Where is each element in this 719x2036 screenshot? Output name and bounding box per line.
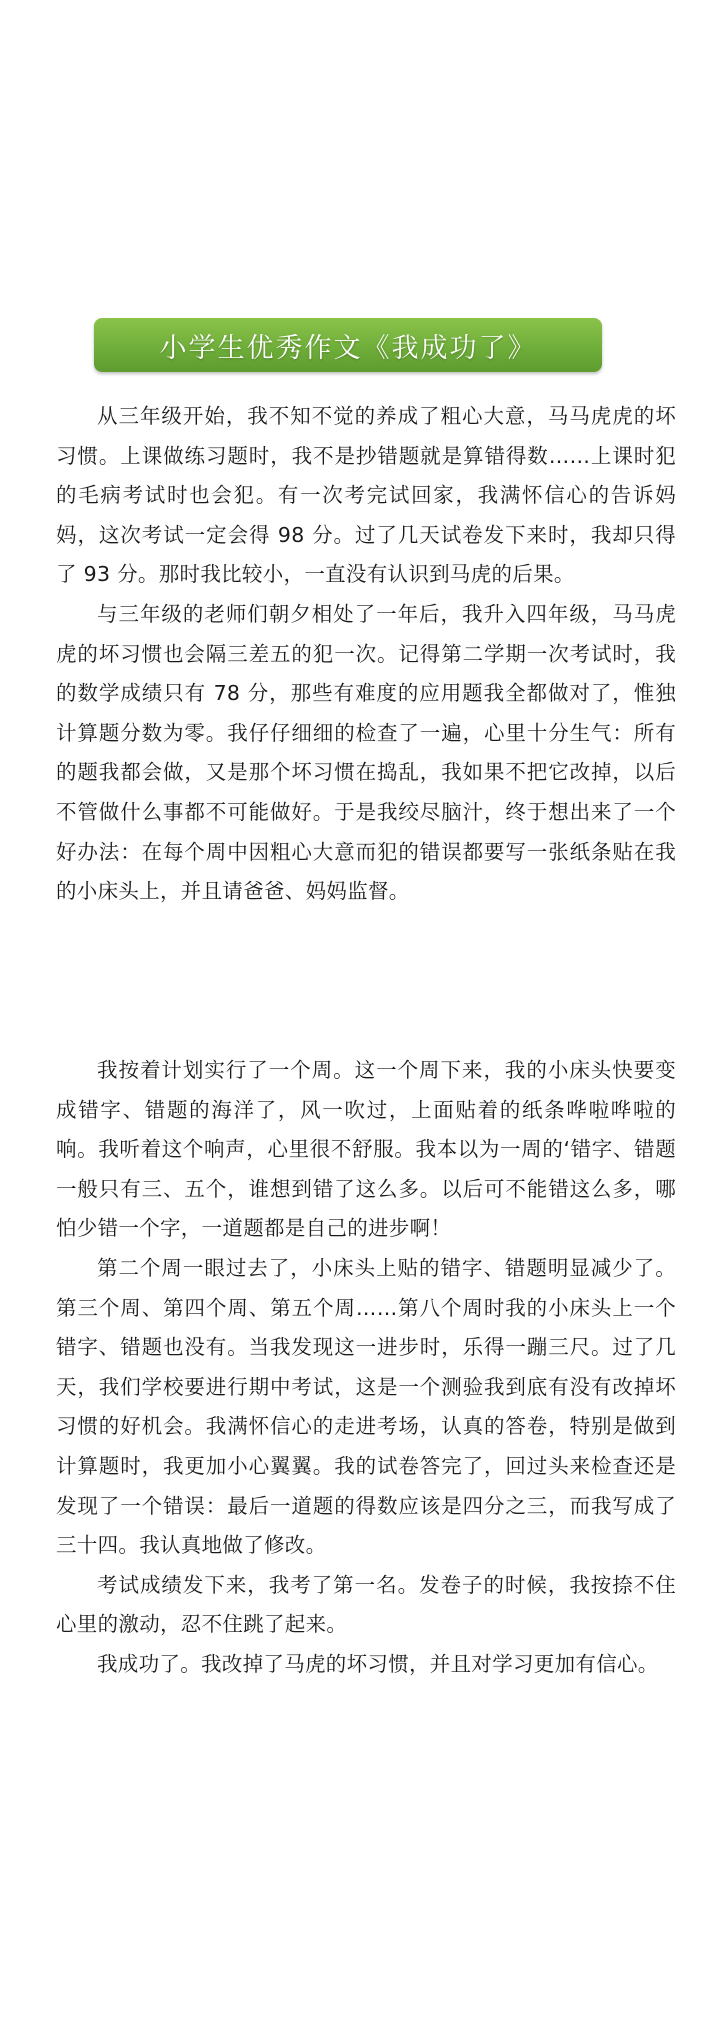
essay-paragraph-5: 考试成绩发下来，我考了第一名。发卷子的时候，我按捺不住心里的激动，忍不住跳了起来。: [56, 1572, 676, 1637]
essay-paragraph-2: 与三年级的老师们朝夕相处了一年后，我升入四年级，马马虎虎的坏习惯也会隔三差五的犯一次。记得第二学期一次考试时，我的数学成绩只有 78 分，那些有难度的应用题我全都做对了，惟独计算题分数为零。我仔仔细细的检查了一遍，心里十分生气：所有的题我都会做，又是那个坏习惯在捣乱，我如果不把它改掉，以后不管做什么事都不可能做好。于是我绞尽脑汁，终于想出来了一个好办法：在每个周中因粗心大意而犯的错误都要写一张纸条贴在我的小床头上，并且请爸爸、妈妈监督。: [56, 601, 676, 904]
essay-section-2: [56, 1051, 676, 1685]
essay-paragraph-1: 从三年级开始，我不知不觉的养成了粗心大意，马马虎虎的坏习惯。上课做练习题时，我不是抄错题就是算错得数……上课时犯的毛病考试时也会犯。有一次考完试回家，我满怀信心的告诉妈妈，这次考试一定会得 98 分。过了几天试卷发下来时，我却只得了 93 分。那时我比较小，一直没有认识到马虎的后果。: [56, 404, 676, 587]
essay-paragraph-4: 第二个周一眼过去了，小床头上贴的错字、错题明显减少了。第三个周、第四个周、第五个周……第八个周时我的小床头上一个错字、错题也没有。当我发现这一进步时，乐得一蹦三尺。过了几天，我们学校要进行期中考试，这是一个测验我到底有没有改掉坏习惯的好机会。我满怀信心的走进考场，认真的答卷，特别是做到计算题时，我更加小心翼翼。我的试卷答完了，回过头来检查还是发现了一个错误：最后一道题的得数应该是四分之三，而我写成了三十四。我认真地做了修改。: [56, 1255, 676, 1558]
essay-paragraph-6: 我成功了。我改掉了马虎的坏习惯，并且对学习更加有信心。: [97, 1651, 659, 1676]
essay-paragraph-3: 我按着计划实行了一个周。这一个周下来，我的小床头快要变成错字、错题的海洋了，风一吹过，上面贴着的纸条哗啦哗啦的响。我听着这个响声，心里很不舒服。我本以为一周的‘错字、错题一般只有三、五个，谁想到错了这么多。以后可不能错这么多，哪怕少错一个字，一道题都是自己的进步啊！: [56, 1058, 676, 1241]
page-title: 小学生优秀作文《我成功了》: [159, 332, 537, 364]
essay-section-1: [56, 397, 676, 912]
title-banner: [94, 318, 602, 372]
